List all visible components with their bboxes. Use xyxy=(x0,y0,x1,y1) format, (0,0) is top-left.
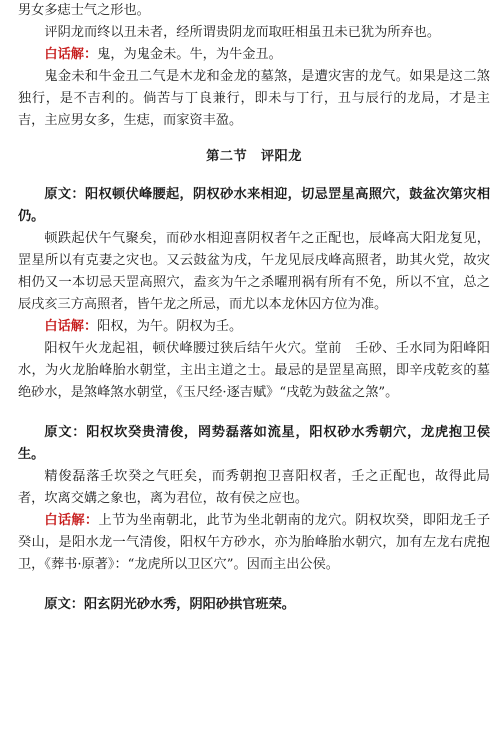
section-title: 第二节 评阳龙 xyxy=(206,149,302,164)
original-text xyxy=(18,184,490,228)
original-label: 原文： xyxy=(44,187,85,202)
note-text: 鬼，为鬼金未。牛，为牛金丑。 xyxy=(97,47,282,62)
original-label: 原文： xyxy=(44,597,84,612)
original-text xyxy=(18,422,490,466)
original-label: 原文： xyxy=(44,425,87,440)
vernacular-note xyxy=(18,316,490,338)
note-text: 阳权，为午。阴权为壬。 xyxy=(97,319,243,334)
spacer xyxy=(18,576,490,594)
paragraph-commentary: 顿跌起伏午气聚矣，而砂水相迎喜阴权者午之正配也，辰峰高大阳龙复见，罡星所以有克妻之灾也。又云鼓盆为戌，午龙见辰戌峰高照者，助其火党，故灾相仍又一本切忌天罡高照穴，盍亥为午之杀曜刑祸有所有不免，所以不宜，总之辰戌亥三方高照者，皆午龙之所忌，而尤以本龙休囚方位为准。 xyxy=(18,231,490,312)
vernacular-note xyxy=(18,510,490,576)
original-content: 阳权坎癸贵清俊，罔势磊落如流星，阳权砂水秀朝穴，龙虎抱卫侯生。 xyxy=(18,425,491,462)
original-text xyxy=(18,594,490,616)
original-content: 阳权顿伏峰腰起，阴权砂水来相迎，切忌罡星高照穴，鼓盆次第灾相仍。 xyxy=(18,187,491,224)
spacer xyxy=(18,404,490,422)
paragraph-explanation: 鬼金未和牛金丑二气是木龙和金龙的墓煞，是遭灾害的龙气。如果是这二煞独行，是不吉利的。倘苦与丁良兼行，即未与丁行，丑与辰行的龙局，才是主吉，主应男女多，生痣，而家资丰盈。 xyxy=(18,69,490,128)
note-label: 白话解： xyxy=(44,513,99,528)
vernacular-note xyxy=(18,44,490,66)
note-label: 白话解： xyxy=(44,319,98,334)
paragraph-commentary: 评阴龙而终以丑未者，经所谓贵阴龙而取旺相虽丑未已犹为所弃也。 xyxy=(44,25,441,40)
note-text: 上节为坐南朝北，此节为坐北朝南的龙穴。阴权坎癸，即阳龙壬子癸山，是阳水龙一气清俊，阳权午方砂水，亦为胎峰胎水朝穴，加有左龙右虎抱卫，《葬书·原著》：“龙虎所以卫区穴”。因而主出公侯。 xyxy=(18,513,491,572)
note-label: 白话解： xyxy=(44,47,98,62)
original-content: 阳玄阴光砂水秀，阴阳砂拱官班荣。 xyxy=(83,597,295,612)
paragraph-commentary: 精俊磊落壬坎癸之气旺矣，而秀朝抱卫喜阳权者，壬之正配也，故得此局者，坎离交媾之象也，离为君位，故有侯之应也。 xyxy=(18,469,490,506)
paragraph-explanation: 阳权午火龙起祖，顿伏峰腰过狭后结午火穴。堂前 壬砂、壬水同为阳峰阳水，为火龙胎峰胎水朝堂，主出主道之士。最忌的是罡星高照，即辛戌乾亥的墓绝砂水，是煞峰煞水朝堂，《玉尺经·逐吉赋》“戌乾为鼓盆之煞”。 xyxy=(18,341,490,400)
paragraph-continuation: 男女多痣士气之形也。 xyxy=(18,3,150,18)
